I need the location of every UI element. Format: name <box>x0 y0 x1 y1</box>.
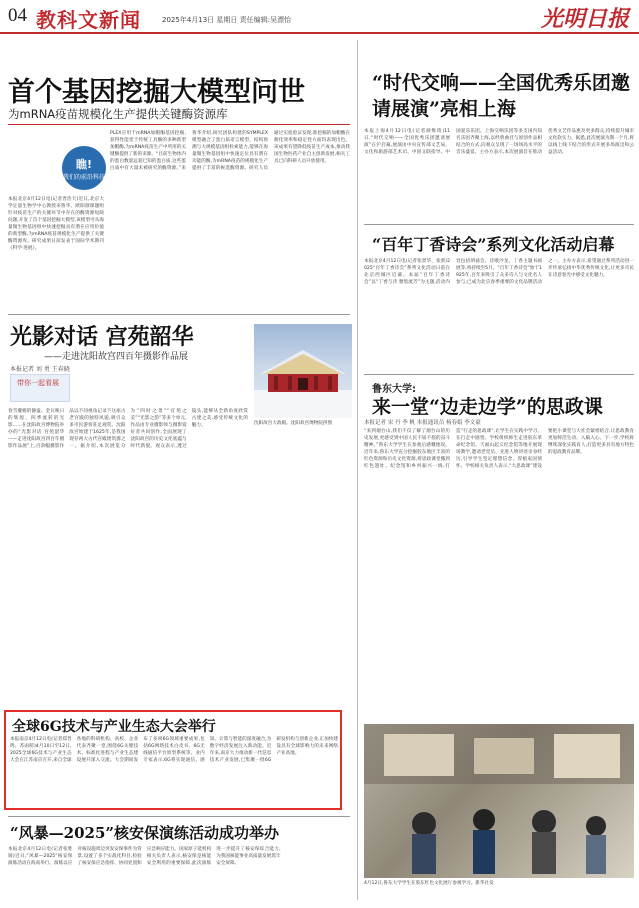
sixg-headline: 全球6G技术与产业生态大会举行 <box>12 719 216 735</box>
masthead <box>0 0 639 34</box>
genome-body-lead: 本报北京4月12日电(记者晋浩天)近日,北京大学定量生物学中心教授来鲁华、欧阳颀课题组针对疫苗生产的关键环节中存在的酶资源短缺问题,开发了首个基因挖掘大模型,该模型可从海量微生物基因组中快速挖掘具有潜在应用价值的新型酶,为mRNA疫苗规模化生产提供了关键酶资源库。研究成果日前发表于国际学术期刊《科学·进展》。 <box>8 197 104 251</box>
ludong-photo-caption: 4月12日,鲁东大学学生在胶东红色文化展厅参观学习。新华社发 <box>364 881 494 886</box>
section-title: 教科文新闻 <box>36 8 141 32</box>
palace-body-continued <box>254 438 352 556</box>
ludong-body: “来到烟台山,我们不仅了解了烟台山的历史发展,更感受到中国人民不屈不挠的奋斗精神。”鲁东大学学生在参观后感慨地说。近年来,鲁东大学充分挖掘胶东地区丰富的红色资源和历史文化资源,将思政课堂搬到红色遗址、纪念馆和乡村振兴一线,打造“行走的思政课”,让学生在实践中学习、在行走中感悟。学校组织师生走进胶东革命纪念馆、天福山起义纪念馆等地开展现场教学,邀请老党员、先进人物讲述亲身经历,引导学生坚定理想信念、厚植家国情怀。学校相关负责人表示,“大思政课”建设要把小课堂与大社会紧密结合,让思政教育更加鲜活生动、入脑入心。下一步,学校将继续深化实践育人,打造更多具有地方特色的思政教育品牌。 <box>364 429 634 469</box>
fengbao-headline: “风暴—2025”核安保演练活动成功举办 <box>10 824 280 842</box>
genome-subhead: 为mRNA疫苗规模化生产提供关键酶资源库 <box>8 107 228 121</box>
genome-body-main: PLEX应用于mRNA加帽酶基因挖掘,获得性能优于传统工具酶的多种新型加帽酶,为mRNA疫苗生产中所用的关键酶提供了新的来源。“目前生物体内的蛋白数量远超已知的蛋白质,这些蛋白质中有大量未被研究的酶资源。”来鲁华介绍,研究团队构建的SYMPLEX模型融合了蛋白质语言模型、结构预测与大规模基因组检索能力,能够在海量微生物基因组中快速定位具有潜在功能的酶,为mRNA疫苗的规模化生产提供了丰富的候选酶资源。研究人员通过实验验证发现,新挖掘的加帽酶在催化效率和稳定性方面均表现出色。该成果有望降低疫苗生产成本,推动我国生物医药产业自主创新发展,相关工具已向科研人员开放使用。 <box>110 131 350 171</box>
exhibition-illustration <box>364 724 634 878</box>
ludong-byline: 本报记者 宋 丹 李 帆 本报通讯员 杨春娟 李文豪 <box>364 420 481 426</box>
divider <box>8 314 350 315</box>
column-tag: 带你一起看展 <box>10 374 70 402</box>
poetry-headline: “百年丁香诗会”系列文化活动启幕 <box>372 235 615 254</box>
poetry-body: 本报北京4月12日电(记者张景华、张蕾)2025“百年丁香诗会”系列文化活动日前在北京西城区启幕。本届“百年丁香诗会”以“丁香与诗 雅集流芳”为主题,活动内容包括朗诵会、诗歌沙龙、丁香主题书画展等,将持续至5月。“百年丁香诗会”始于1925年,百年来吸引了众多诗人与文化名人参与,已成为北京春季重要的文化品牌活动之一。主办方表示,希望通过系列活动进一步传承弘扬中华优秀传统文化,让更多市民在诗意春光中感受文化魅力。 <box>364 259 634 285</box>
issue-info: 2025年4月13日 星期日 责任编辑:吴漂怡 <box>162 16 291 24</box>
sixg-body: 本报南京4月12日电(记者郑晋鸣、苏雨萌)4月10日至12日,2025全球6G技术与产业生态大会在江苏南京召开,来自全球各地的科研机构、高校、企业代表齐聚一堂,围绕6G关键技术、标准化进程与产业生态建设展开深入交流。大会期间发布了多项6G领域重要成果,包括6G网络技术白皮书、6G无线通信平台原型系统等。业内专家表示,6G将实现通信、感知、计算与智能的深度融合,为数字经济发展注入新动能。近年来,南京大力推动新一代信息技术产业发展,已集聚一批6G研发机构与创新企业,正加快建设具有全球影响力的未来网络产业高地。 <box>10 737 338 763</box>
fengbao-body: 本报北京4月12日电(记者张胜坡)近日,“风暴—2025”核安保演练活动在海南举行。演练以应对核设施周边突发安保事件为背景,设置了多个实战化科目,检验了核安保应急指挥、协同处置和应急响应能力。国家原子能机构相关负责人表示,核安保是核能安全利用的重要保障,此次演练进一步提升了核安保综合能力,为我国核能事业高质量发展筑牢安全屏障。 <box>8 847 281 866</box>
divider <box>8 124 350 125</box>
orchestra-body: 本报上海4月12日电(记者颜维琦)11日,“时代交响——全国优秀乐团邀请展演”在沪启幕,展演由中央宣传部文艺局、文化和旅游部艺术司、中国文联指导。中国爱乐乐团、上海交响乐团等多支国内知名乐团齐聚上海,以经典曲目与原创作品相结合的方式,向观众呈现了一场场高水平的音乐盛宴。主办方表示,本次展演旨在推动优秀文艺作品惠及更多群众,持续提升城市文化软实力。据悉,此次展演为期一个月,将以线上线下结合的形式开展多场演出和公益活动。 <box>364 129 634 155</box>
feature-badge <box>62 146 106 190</box>
palace-body: 春雪覆檐的静谧、金瓦映日的辉煌、四季流转的光影……在沈阳故宫博物院举办的“光影对话 宫苑韶华——走进沈阳故宫四百年摄影作品展”上,百余幅摄影作品以不同视角记录下这座古老宫殿的独特风貌,吸引众多市民游客驻足观赏。沈阳故宫始建于1625年,是我国现存两大古代宫殿建筑群之一。据介绍,本次展览分为“四时之景”“宫苑之美”“光影之韵”等多个单元,作品由专业摄影师与摄影爱好者共同创作,全面展现了沈阳故宫的历史文化底蕴与时代新貌。观众表示,透过镜头,能够从全新角度欣赏古建之美,感受传统文化的魅力。 <box>8 409 248 449</box>
divider <box>364 374 634 375</box>
ludong-photo <box>364 724 634 878</box>
palace-headline: 光影对话 宫苑韶华 <box>10 324 194 350</box>
genome-headline: 首个基因挖掘大模型问世 <box>8 77 305 108</box>
orchestra-headline: “时代交响——全国优秀乐团邀请展演”亮相上海 <box>372 72 630 120</box>
divider <box>364 224 634 225</box>
column-divider <box>357 40 358 900</box>
palace-photo-caption: 沈阳故宫大政殿。沈阳故宫博物院供图 <box>254 421 333 426</box>
ludong-kicker: 鲁东大学: <box>372 384 416 395</box>
palace-subhead: ——走进沈阳故宫四百年摄影作品展 <box>44 352 189 362</box>
badge-subtitle: 我们的前沿科技 <box>62 173 105 181</box>
newspaper-logo: 光明日报 <box>540 6 629 32</box>
palace-illustration <box>254 324 352 418</box>
ludong-headline: 来一堂“边走边学”的思政课 <box>372 396 603 418</box>
palace-photo <box>254 324 352 418</box>
divider <box>8 816 350 817</box>
badge-title: 瞧! <box>75 157 93 171</box>
palace-byline: 本报记者 刘 勇 王春晓 <box>10 366 70 373</box>
page-number: 04 <box>8 5 27 26</box>
